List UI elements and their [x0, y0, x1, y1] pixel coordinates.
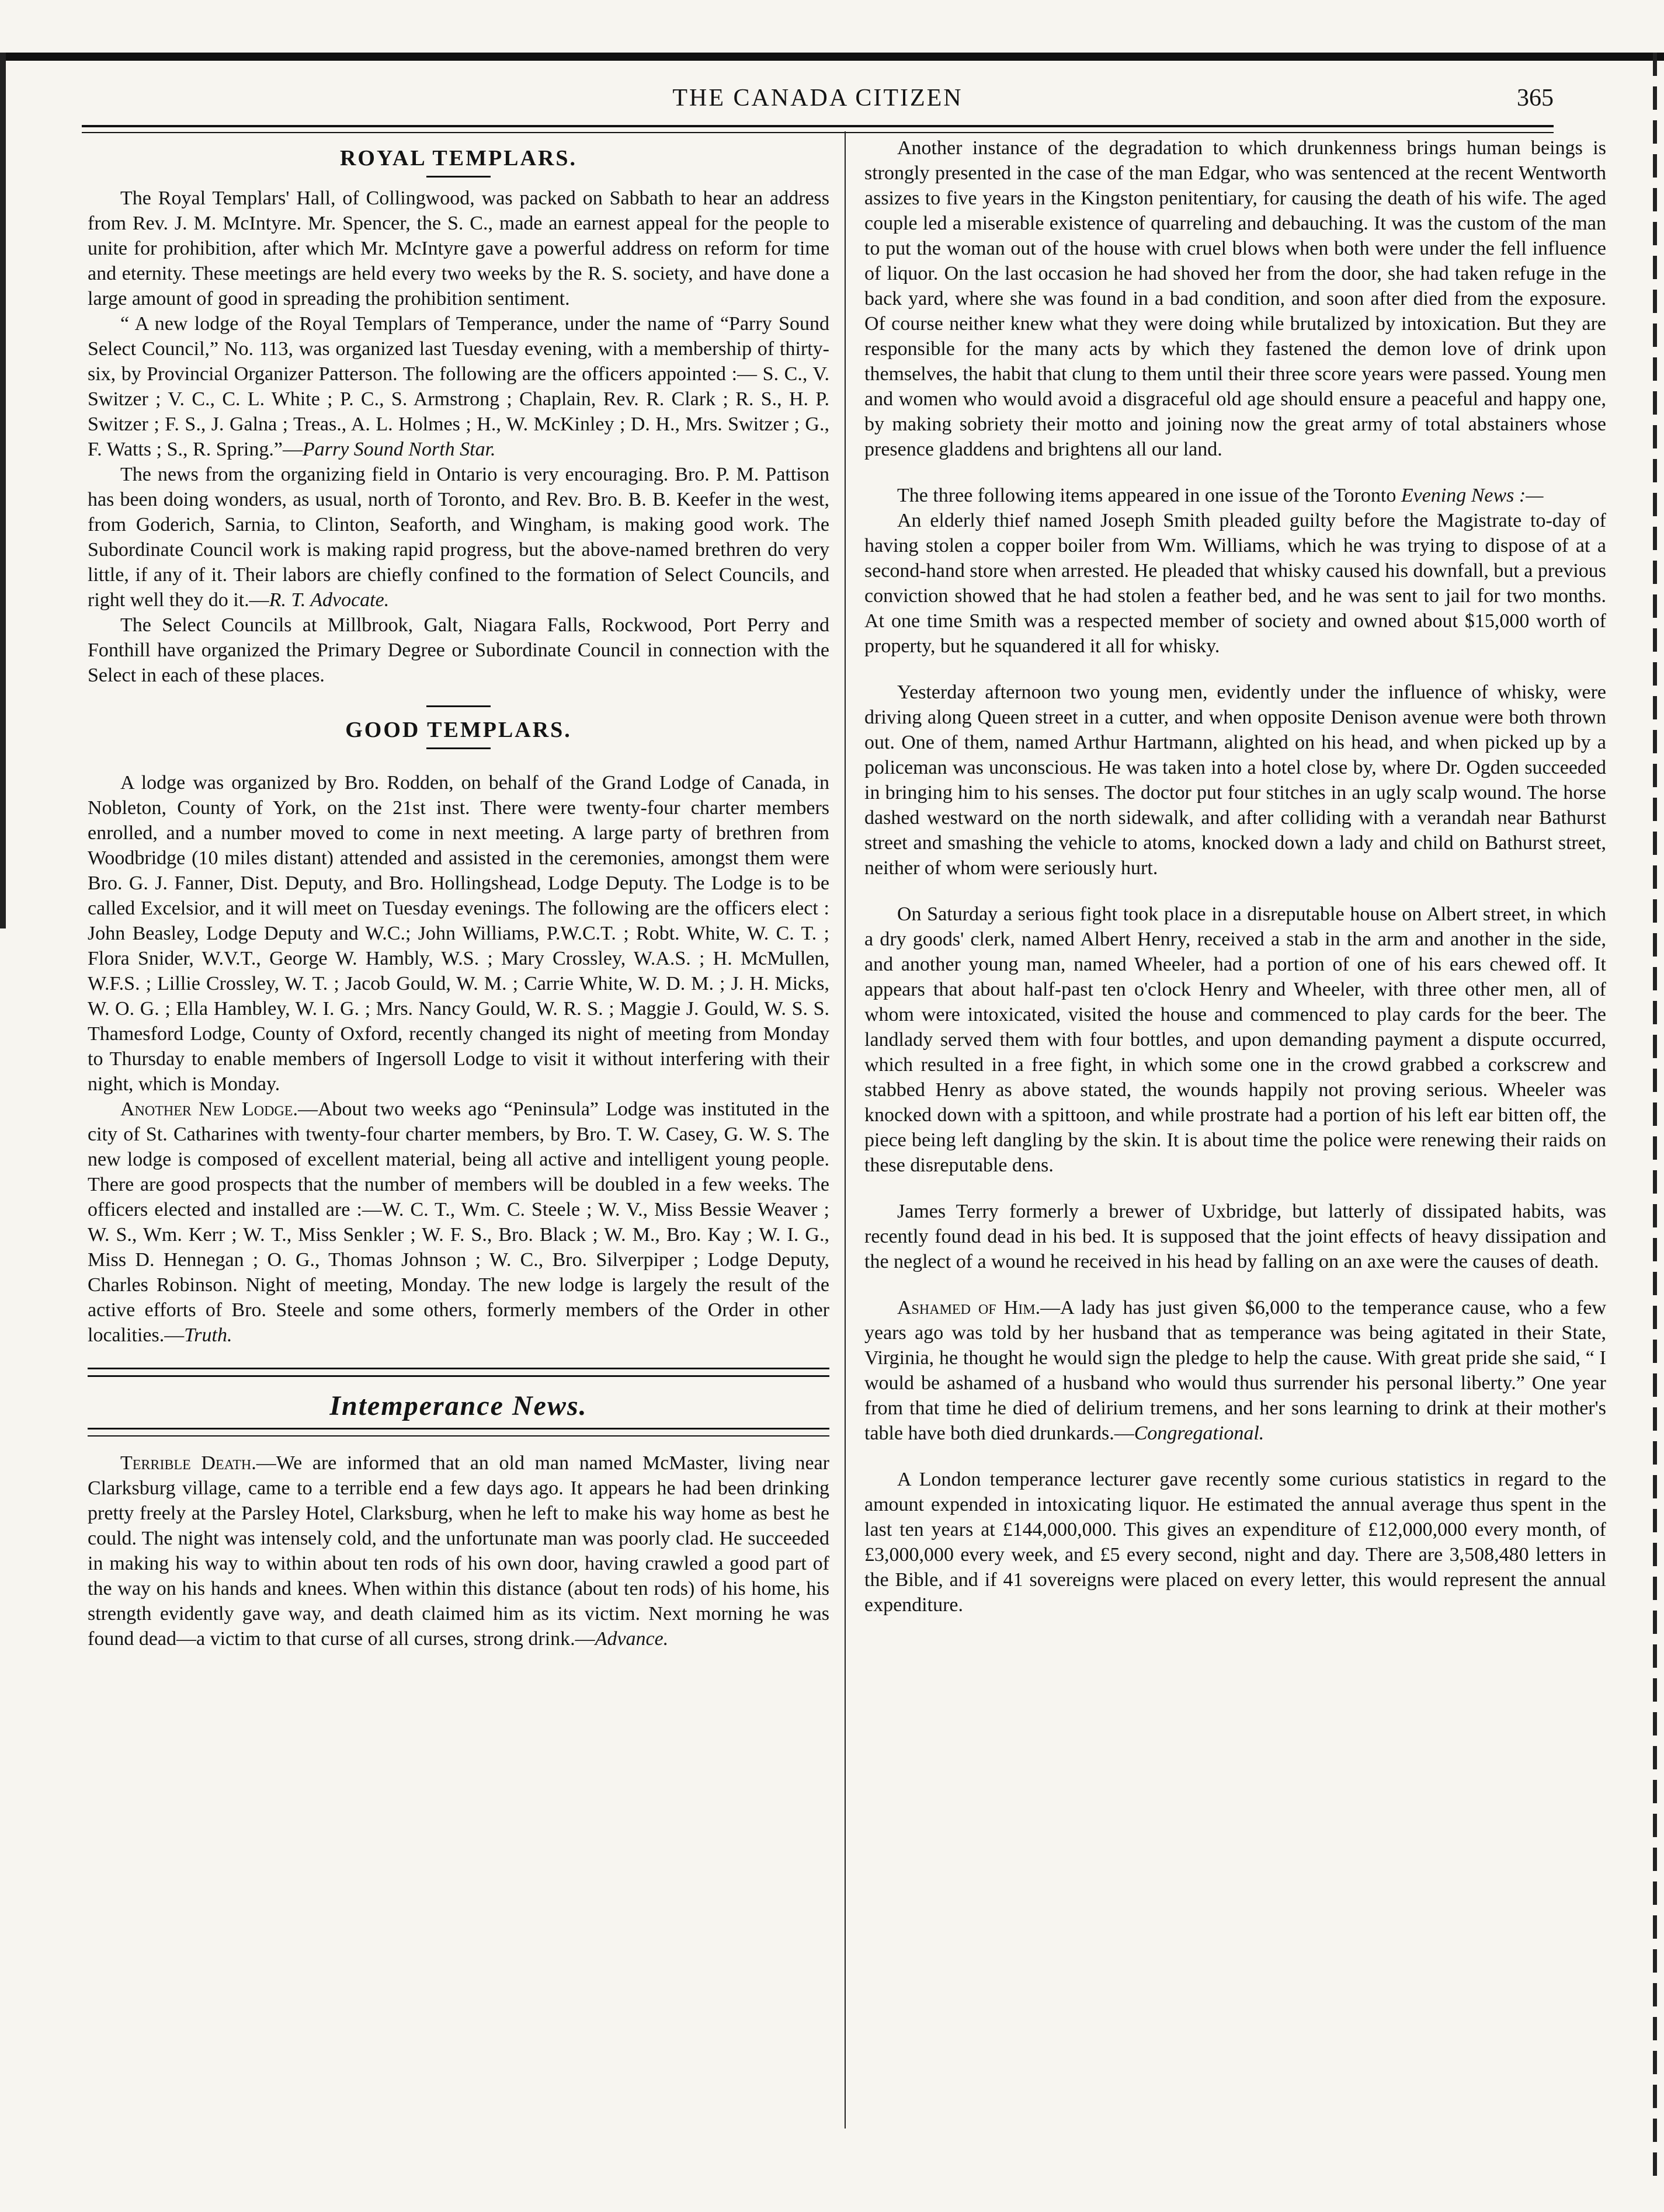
royal-templars-paragraph-1: The Royal Templars' Hall, of Collingwood, was packed on Sabbath to hear an address from Rev. J. M. McIntyre. Mr. Spencer, the S. C., made an earnest appeal for the people to unite for prohibition, after which Mr. McIntyre gave a powerful address on reform for time and eternity. These meetings are held every two weeks by the R. S. society, and have done a large amount of good in spreading the prohibition sentiment.	[88, 187, 829, 309]
right-paragraph-3: An elderly thief named Joseph Smith pleaded guilty before the Magistrate to-day of having stolen a copper boiler from Wm. Williams, which he was trying to dispose of at a second-hand store when arrested. He pleaded that whisky caused his downfall, but a previous conviction showed that he had stolen a feather bed, and he was sent to jail for two months. At one time Smith was a respected member of society and owned about $15,000 worth of property, but he squandered it all for whisky.	[864, 510, 1606, 657]
source-credit: Parry Sound North Star.	[302, 439, 496, 460]
royal-templars-paragraph-4: The Select Councils at Millbrook, Galt, Niagara Falls, Rockwood, Port Perry and Fonthill have organized the Primary Degree or Subordinate Council in connection with the Select in each of these places.	[88, 614, 829, 686]
right-border	[1653, 53, 1657, 2184]
right-paragraph-7	[864, 1295, 1606, 1446]
page-number: 365	[1517, 85, 1554, 112]
source-credit: Advance.	[595, 1628, 669, 1650]
heading-rule	[426, 747, 491, 749]
good-templars-paragraph-2	[88, 1097, 829, 1348]
right-paragraph-1: Another instance of the degradation to which drunkenness brings human beings is strongly presented in the case of the man Edgar, who was sentenced at the recent Wentworth assizes to five years in the Kingston penitentiary, for causing the death of his wife. The aged couple led a miserable existence of quarreling and debauching. It was the custom of the man to put the woman out of the house with cruel blows when both were under the fell influence of liquor. On the last occasion he had shoved her from the door, she had taken refuge in the back yard, where she was found in a bad condition, and soon after died from the exposure. Of course neither knew what they were doing while brutalized by intoxication. But they are responsible for the many acts by which they fastened the demon love of drink upon themselves, the habit that clung to them until their three score years were passed. Young men and women who would avoid a disgraceful old age should ensure a peaceful and happy one, by making sobriety their motto and joining now the great army of total abstainers whose presence gladdens and brightens all our land.	[864, 137, 1606, 460]
lead-in: Ashamed of Him.	[897, 1297, 1041, 1319]
right-paragraph-2	[864, 483, 1606, 508]
source-credit: R. T. Advocate.	[269, 589, 390, 611]
lead-in: Terrible Death.	[120, 1452, 256, 1474]
right-paragraph-5: On Saturday a serious fight took place in a disreputable house on Albert street, in which a dry goods' clerk, named Albert Henry, received a stab in the arm and another in the side, and another young man, named Wheeler, had a portion of one of his ears chewed off. It appears that about half-past ten o'clock Henry and Wheeler, with three other men, all of whom were intoxicated, visited the house and commenced to play cards for the beer. The landlady served them with four bottles, and upon demanding payment a dispute occurred, which resulted in a free fight, in which some one in the crowd grabbed a corkscrew and stabbed Henry as above stated, the wounds happily not proving serious. Wheeler was knocked down with a spittoon, and while prostrate had a portion of his left ear bitten off, the piece being left dangling by the skin. It is about time the police were renewing their raids on these disreputable dens.	[864, 903, 1606, 1176]
good-templars-paragraph-1: A lodge was organized by Bro. Rodden, on behalf of the Grand Lodge of Canada, in Nobleton, County of York, on the 21st inst. There were twenty-four charter members enrolled, and a number moved to come in next meeting. A large party of brethren from Woodbridge (10 miles distant) attended and assisted in the ceremonies, amongst them were Bro. G. J. Fanner, Dist. Deputy, and Bro. Hollingshead, Lodge Deputy. The Lodge is to be called Excelsior, and it will meet on Tuesday evenings. The following are the officers elect : John Beasley, Lodge Deputy and W.C.; John Williams, P.W.C.T. ; Robt. White, W. C. T. ; Flora Snider, W.V.T., George W. Hambly, W.S. ; Mary Crossley, W.A.S. ; H. McMullen, W.F.S. ; Lillie Crossley, W. T. ; Jacob Gould, W. M. ; Carrie White, W. D. M. ; J. H. Micks, W. O. G. ; Ella Hambley, W. I. G. ; Mrs. Nancy Gould, W. R. S. ; Maggie J. Gould, W. S. S. Thamesford Lodge, County of Oxford, recently changed its night of meeting from Monday to Thursday to enable members of Ingersoll Lodge to visit it without interfering with their night, which is Monday.	[88, 772, 829, 1095]
page-header	[70, 82, 1565, 123]
column-divider	[845, 131, 846, 2128]
section-rule	[426, 705, 491, 707]
right-paragraph-6: James Terry formerly a brewer of Uxbridge, but latterly of dissipated habits, was recently found dead in his bed. It is supposed that the joint effects of heavy dissipation and the neglect of a wound he received in his head by falling on an axe were the causes of death.	[864, 1201, 1606, 1272]
good-templars-heading: GOOD TEMPLARS.	[345, 718, 572, 742]
royal-templars-heading: ROYAL TEMPLARS.	[339, 146, 578, 171]
section-separator	[88, 1428, 829, 1437]
left-column	[88, 135, 829, 1651]
right-paragraph-8: A London temperance lecturer gave recently some curious statistics in regard to the amount expended in intoxicating liquor. He estimated the annual average thus spent in the last ten years at £144,000,000. This gives an expenditure of £12,000,000 every month, of £3,000,000 every week, and £5 every second, night and day. There are 3,508,480 letters in the Bible, and if 41 sovereigns were placed on every letter, this would represent the annual expenditure.	[864, 1469, 1606, 1616]
paragraph-text: —About two weeks ago “Peninsula” Lodge was instituted in the city of St. Catharines with twenty-four charter members, by Bro. T. W. Casey, G. W. S. The new lodge is composed of excellent material, being all active and intelligent young people. There are good prospects that the number of members will be doubled in a few weeks. The officers elected and installed are :—W. C. T., Wm. C. Steele ; W. V., Miss Bessie Weaver ; W. S., Wm. Kerr ; W. T., Miss Senkler ; W. F. S., Bro. Black ; W. M., Bro. Kay ; W. I. G., Miss D. Hennegan ; O. G., Thomas Johnson ; W. C., Bro. Silverpiper ; Lodge Deputy, Charles Robinson. Night of meeting, Monday. The new lodge is largely the result of the active efforts of Bro. Steele and some others, formerly members of the Order in other localities.—	[88, 1098, 829, 1346]
paragraph-text: The news from the organizing field in Ontario is very encouraging. Bro. P. M. Pattison has been doing wonders, as usual, north of Toronto, and Rev. Bro. B. B. Keefer in the west, from Goderich, Sarnia, to Clinton, Seaforth, and Wingham, is making good work. The Subordinate Council work is making rapid progress, but the above-named brethren do very little, if any of it. Their labors are chiefly confined to the formation of Select Councils, and right well they do it.—	[88, 464, 829, 611]
source-credit: Congregational.	[1134, 1423, 1264, 1444]
section-separator	[88, 1368, 829, 1377]
lead-in: Another New Lodge.	[120, 1098, 298, 1120]
right-column	[864, 135, 1606, 1618]
source-credit: Truth.	[184, 1324, 232, 1346]
intemperance-paragraph-1	[88, 1451, 829, 1651]
heading-rule	[426, 176, 491, 178]
running-head-title: THE CANADA CITIZEN	[672, 85, 963, 112]
royal-templars-paragraph-3	[88, 462, 829, 613]
right-paragraph-4: Yesterday afternoon two young men, evidently under the influence of whisky, were driving along Queen street in a cutter, and when opposite Denison avenue were both thrown out. One of them, named Arthur Hartmann, alighted on his head, and when picked up by a policeman was unconscious. He was taken into a hotel close by, where Dr. Ogden succeeded in bringing him to his senses. The doctor put four stitches in an ugly scalp wound. The horse dashed westward on the north sidewalk, and after colliding with a verandah near Bathurst street and smashing the vehicle to atoms, knocked down a lady and child on Bathurst street, neither of whom were seriously hurt.	[864, 681, 1606, 879]
paragraph-text: —A lady has just given $6,000 to the temperance cause, who a few years ago was told by her husband that as temperance was being agitated in their State, Virginia, he thought he would sign the pledge to help the cause. With great pride she said, “ I would be ashamed of a husband who would thus surrender his personal liberty.” One year from that time he died of delirium tremens, and her sons learning to drink at their mother's table have both died drunkards.—	[864, 1297, 1607, 1444]
paragraph-text: “ A new lodge of the Royal Templars of Temperance, under the name of “Parry Sound Select Council,” No. 113, was organized last Tuesday evening, with a membership of thirty-six, by Provincial Organizer Patterson. The following are the officers appointed :— S. C., V. Switzer ; V. C., C. L. White ; P. C., S. Armstrong ; Chaplain, Rev. R. Clark ; R. S., H. P. Switzer ; F. S., J. Galna ; Treas., A. L. Holmes ; H., W. McKinley ; D. H., Mrs. Switzer ; G., F. Watts ; S., R. Spring.”—	[88, 313, 829, 460]
paragraph-text: —We are informed that an old man named McMaster, living near Clarksburg village, came to a terrible end a few days ago. It appears he had been drinking pretty freely at the Parsley Hotel, Clarksburg, when he left to make his way home as best he could. The night was intensely cold, and the unfortunate man was poorly clad. He succeeded in making his way to within about ten rods of his own door, having crawled a good part of the way on his hands and knees. When within this distance (about ten rods) of his home, his strength evidently gave way, and death claimed him as its victim. Next morning he was found dead—a victim to that curse of all curses, strong drink.—	[88, 1452, 829, 1650]
top-border	[0, 53, 1664, 61]
royal-templars-paragraph-2	[88, 311, 829, 462]
left-border	[0, 53, 6, 928]
intemperance-news-heading: Intemperance News.	[329, 1390, 588, 1421]
header-rule	[82, 125, 1554, 133]
paragraph-text: The three following items appeared in one issue of the Toronto	[897, 485, 1401, 506]
source-credit: Evening News :—	[1401, 485, 1544, 506]
